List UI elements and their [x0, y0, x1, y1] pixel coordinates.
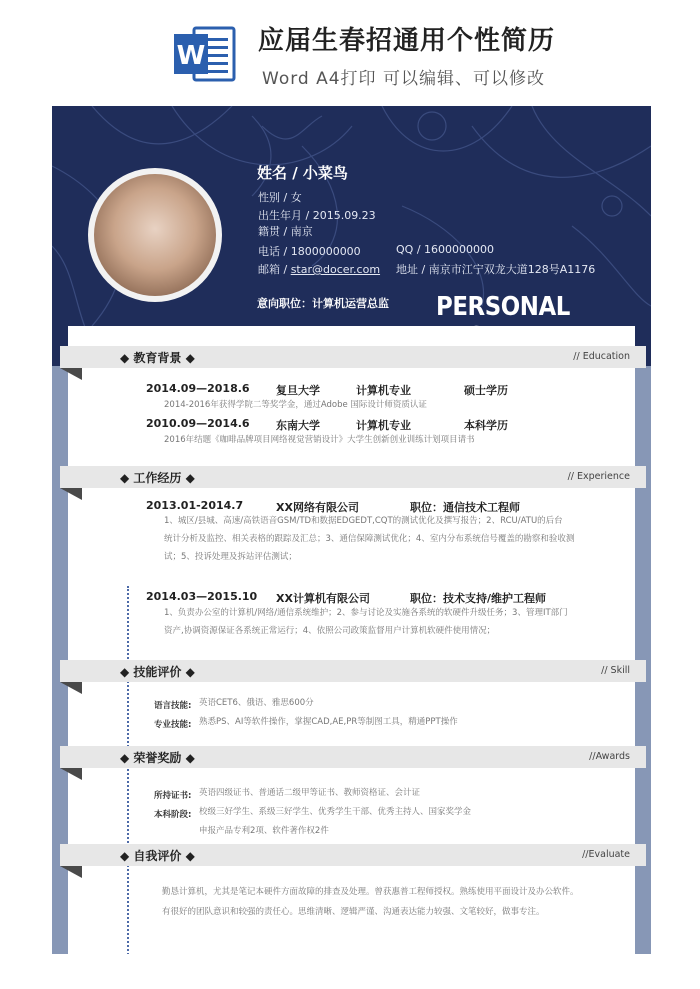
- profile-name: 姓名 / 小菜鸟: [257, 164, 348, 182]
- section-header-evaluate: [60, 844, 646, 866]
- profile-qq: QQ / 1600000000: [396, 243, 495, 256]
- exp-position: 职位：技术支持/维护工程师: [410, 592, 547, 605]
- exp-period: 2014.03—2015.10: [146, 590, 258, 603]
- profile-phone: 电话 / 1800000000: [258, 245, 361, 258]
- skill-text: 英语CET6、俄语、雅思600分: [199, 698, 314, 708]
- profile-birth: 出生年月 / 2015.09.23: [258, 209, 376, 222]
- edu-school: 复旦大学: [276, 384, 320, 397]
- exp-line: 试；5、投诉处理及拆站评估测试；: [164, 552, 297, 562]
- exp-line: 资产,协调资源保证各系统正常运行；4、依照公司政策监督用户计算机软硬件使用情况；: [164, 626, 496, 636]
- exp-line: 统计分析及监控、相关表格的跟踪及汇总；3、通信保障测试优化；4、室内分布系统信号覆盖的勘察和验收测: [164, 534, 575, 544]
- section-header-skill: [60, 660, 646, 682]
- skill-label: 语言技能:: [154, 701, 192, 711]
- profile-email-label: 邮箱 /: [258, 263, 291, 276]
- word-document-icon: [172, 20, 238, 86]
- exp-company: XX计算机有限公司: [276, 592, 370, 605]
- section-title-education: ◆ 教育背景 ◆: [120, 351, 195, 365]
- profile-gender: 性别 / 女: [258, 191, 302, 204]
- award-text: 申报产品专利2项、软件著作权2件: [199, 826, 329, 836]
- skill-label: 专业技能:: [154, 720, 192, 730]
- award-text: 校级三好学生、系级三好学生、优秀学生干部、优秀主持人、国家奖学金: [199, 807, 472, 817]
- promo-title: 应届生春招通用个性简历: [258, 26, 556, 56]
- exp-company: XX网络有限公司: [276, 501, 359, 514]
- fold-corner: [60, 682, 82, 694]
- skill-text: 熟悉PS、AI等软件操作，掌握CAD,AE,PR等制图工具，精通PPT操作: [199, 717, 458, 727]
- fold-corner: [60, 768, 82, 780]
- section-header-education: [60, 346, 646, 368]
- profile-email-link[interactable]: star@docer.com: [290, 263, 381, 276]
- award-label: 所持证书:: [154, 791, 192, 801]
- profile-intent: 意向职位：计算机运营总监: [257, 297, 389, 310]
- section-en-skill: // Skill: [601, 665, 630, 676]
- section-en-experience: // Experience: [567, 471, 630, 482]
- section-title-evaluate: ◆ 自我评价 ◆: [120, 849, 195, 863]
- promo-subtitle: Word A4打印 可以编辑、可以修改: [262, 69, 545, 89]
- profile-email-row: [258, 261, 380, 277]
- edu-degree: 本科学历: [464, 419, 508, 432]
- exp-position: 职位：通信技术工程师: [410, 501, 520, 514]
- word-logo-letter: W: [176, 41, 206, 71]
- edu-major: 计算机专业: [356, 384, 411, 397]
- edu-period: 2014.09—2018.6: [146, 382, 250, 395]
- personal-resume-banner: PERSONAL: [436, 292, 570, 322]
- edu-major: 计算机专业: [356, 419, 411, 432]
- edu-degree: 硕士学历: [464, 384, 508, 397]
- fold-corner: [60, 488, 82, 500]
- edu-period: 2010.09—2014.6: [146, 417, 250, 430]
- section-title-experience: ◆ 工作经历 ◆: [120, 471, 195, 485]
- promo-header: [0, 0, 700, 100]
- award-label: 本科阶段:: [154, 810, 192, 820]
- section-header-awards: [60, 746, 646, 768]
- fold-corner: [60, 866, 82, 878]
- section-en-awards: //Awards: [589, 751, 630, 762]
- timeline-dots: [127, 586, 129, 954]
- section-en-evaluate: //Evaluate: [582, 849, 630, 860]
- exp-period: 2013.01-2014.7: [146, 499, 244, 512]
- evaluate-line: 勤恳计算机，尤其是笔记本硬件方面故障的排查及处理。曾获惠普工程师授权。熟练使用平面设计及办公软件。: [162, 887, 579, 897]
- avatar: [88, 168, 222, 302]
- section-title-awards: ◆ 荣誉奖励 ◆: [120, 751, 195, 765]
- resume-page: [52, 106, 651, 954]
- section-title-skill: ◆ 技能评价 ◆: [120, 665, 195, 679]
- edu-desc: 2016年结题《咖啡品牌项目网络视觉营销设计》大学生创新创业训练计划项目请书: [164, 435, 475, 445]
- evaluate-line: 有很好的团队意识和较强的责任心。思维清晰、逻辑严谨、沟通表达能力较强、文笔较好，做事专注。: [162, 907, 545, 917]
- edu-school: 东南大学: [276, 419, 320, 432]
- edu-desc: 2014-2016年获得学院二等奖学金，通过Adobe 国际设计师资质认证: [164, 400, 427, 410]
- award-text: 英语四级证书、普通话二级甲等证书、教师资格证、会计证: [199, 788, 421, 798]
- profile-address: 地址 / 南京市江宁双龙大道128号A1176: [396, 263, 596, 276]
- section-header-experience: [60, 466, 646, 488]
- profile-hometown: 籍贯 / 南京: [258, 225, 313, 238]
- fold-corner: [60, 368, 82, 380]
- avatar-photo: [94, 174, 216, 296]
- exp-line: 1、负责办公室的计算机/网络/通信系统维护；2、参与讨论及实施各系统的软硬件升级任务；3、管理IT部门: [164, 608, 568, 618]
- resume-content: [68, 326, 635, 954]
- exp-line: 1、城区/县城、高速/高铁语音GSM/TD和数据EDGEDT,CQT的测试优化及撰写报告；2、RCU/ATU的后台: [164, 516, 563, 526]
- section-en-education: // Education: [573, 351, 630, 362]
